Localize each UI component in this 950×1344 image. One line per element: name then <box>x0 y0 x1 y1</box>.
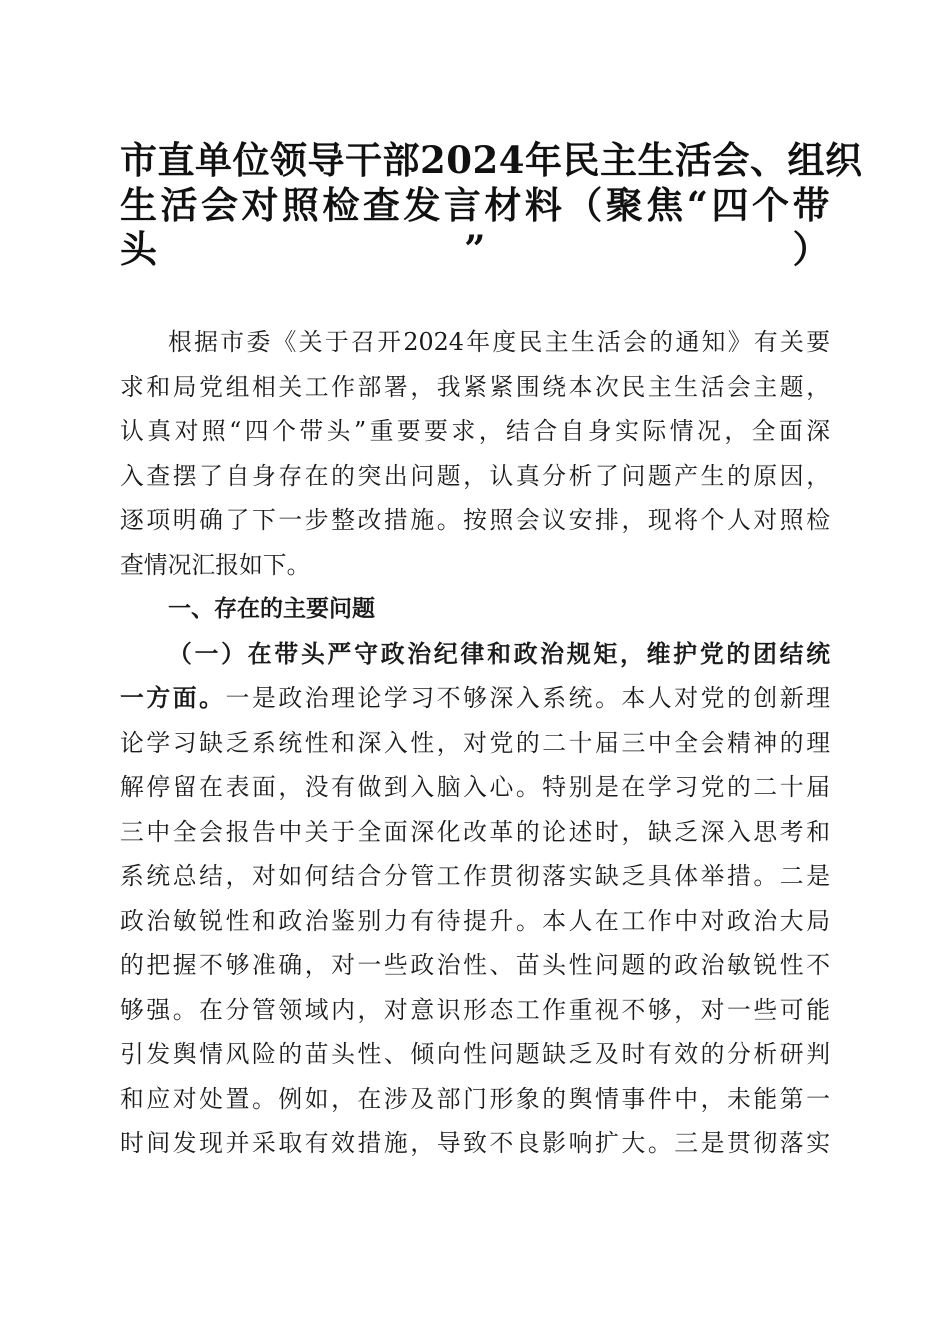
title-line: 生活会对照检查发言材料（聚焦“四个带 <box>120 182 830 227</box>
paragraph-line: 根据市委《关于召开2024年度民主生活会的通知》有关要 <box>168 328 830 356</box>
title-line: 市直单位领导干部2024年民主生活会、组织 <box>120 138 863 182</box>
paragraph-line: 解停留在表面，没有做到入脑入心。特别是在学习党的二十届 <box>120 773 830 801</box>
paragraph-line: 求和局党组相关工作部署，我紧紧围绕本次民主生活会主题， <box>120 372 830 401</box>
subsection-heading-end: 一方面。 <box>120 684 226 712</box>
paragraph-line: 够强。在分管领域内，对意识形态工作重视不够，对一些可能 <box>120 995 830 1024</box>
paragraph-line: 系统总结，对如何结合分管工作贯彻落实缺乏具体举措。二是 <box>120 862 830 890</box>
paragraph-line: 逐项明确了下一步整改措施。按照会议安排，现将个人对照检 <box>120 506 830 534</box>
paragraph-line: 和应对处置。例如，在涉及部门形象的舆情事件中，未能第一 <box>120 1084 830 1113</box>
paragraph-text: 一是政治理论学习不够深入系统。本人对党的创新理 <box>225 684 831 712</box>
paragraph-line: 三中全会报告中关于全面深化改革的论述时，缺乏深入思考和 <box>120 817 830 846</box>
paragraph-line <box>120 676 830 721</box>
paragraph-line: 入查摆了自身存在的突出问题，认真分析了问题产生的原因， <box>120 461 830 490</box>
paragraph-line: 认真对照“四个带头”重要要求，结合自身实际情况，全面深 <box>120 417 830 445</box>
paragraph-line: 引发舆情风险的苗头性、倾向性问题缺乏及时有效的分析研判 <box>120 1040 830 1068</box>
paragraph-line: 时间发现并采取有效措施，导致不良影响扩大。三是贯彻落实 <box>120 1129 830 1157</box>
subsection-heading: （一）在带头严守政治纪律和政治规矩，维护党的团结统 <box>168 639 830 668</box>
section-heading: 一、存在的主要问题 <box>168 596 375 622</box>
document-title <box>120 138 863 272</box>
title-line: 头”） <box>120 227 830 271</box>
paragraph-line: 的把握不够准确，对一些政治性、苗头性问题的政治敏锐性不 <box>120 951 830 979</box>
document-body <box>120 320 830 1166</box>
paragraph-line: 查情况汇报如下。 <box>120 550 311 579</box>
paragraph-line: 政治敏锐性和政治鉴别力有待提升。本人在工作中对政治大局 <box>120 906 830 935</box>
paragraph-line: 论学习缺乏系统性和深入性，对党的二十届三中全会精神的理 <box>120 728 830 757</box>
